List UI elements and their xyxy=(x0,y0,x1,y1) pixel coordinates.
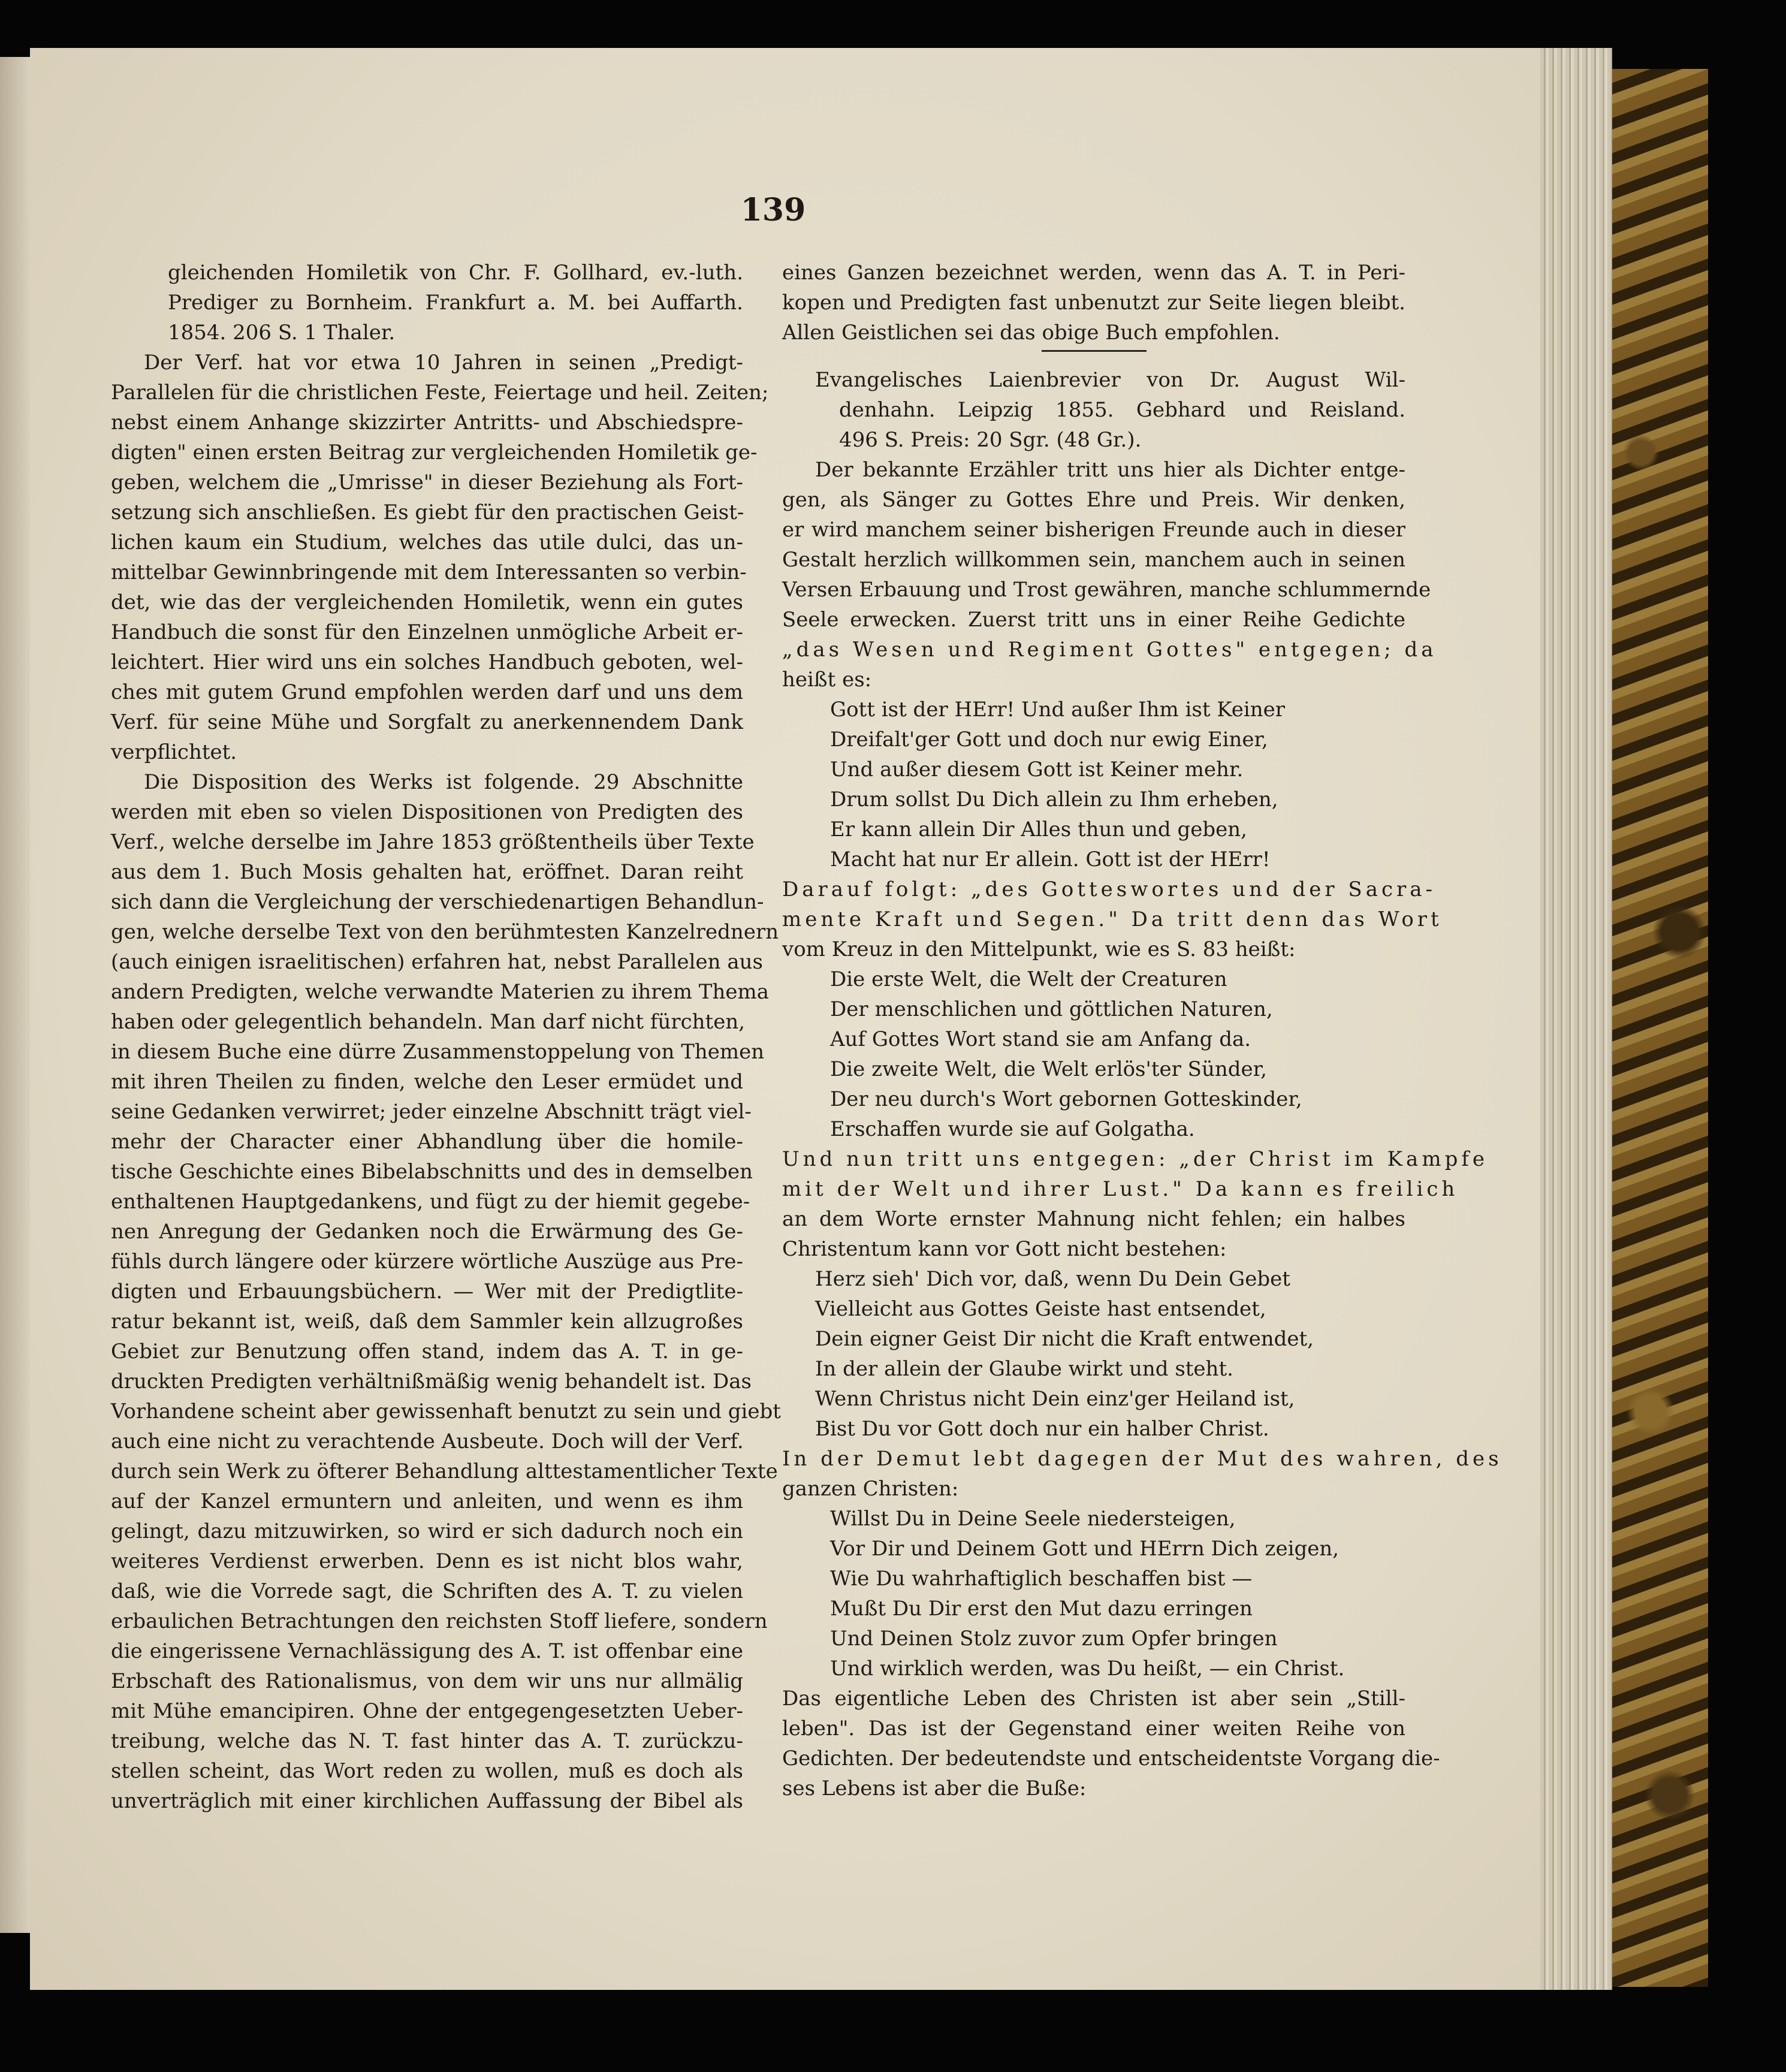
text-line: Handbuch die sonst für den Einzelnen unmögliche Arbeit er- xyxy=(111,620,743,644)
text-line: mit der Welt und ihrer Lust." Da kann es freilich xyxy=(782,1177,1459,1201)
text-line: Allen Geistlichen sei das obige Buch empfohlen. xyxy=(782,321,1280,345)
text-line: Darauf folgt: „des Gotteswortes und der Sacra- xyxy=(782,877,1437,901)
text-line: lichen kaum ein Studium, welches das utile dulci, das un- xyxy=(111,530,743,554)
poem-line: Willst Du in Deine Seele niedersteigen, xyxy=(830,1507,1236,1531)
text-line: ses Lebens ist aber die Buße: xyxy=(782,1777,1087,1800)
poem-line: Macht hat nur Er allein. Gott ist der HErr! xyxy=(830,848,1271,871)
text-line: durch sein Werk zu öfterer Behandlung alttestamentlicher Texte xyxy=(111,1459,778,1483)
poem-line: Die zweite Welt, die Welt erlös'ter Sünder, xyxy=(830,1057,1267,1081)
text-line: daß, wie die Vorrede sagt, die Schriften des A. T. zu vielen xyxy=(111,1579,743,1603)
text-line: gelingt, dazu mitzuwirken, so wird er sich dadurch noch ein xyxy=(111,1519,743,1543)
text-line: verpflichtet. xyxy=(111,740,237,764)
text-line: det, wie das der vergleichenden Homiletik, wenn ein gutes xyxy=(111,590,743,614)
text-line: gen, welche derselbe Text von den berühmtesten Kanzelrednern xyxy=(111,920,779,944)
text-line: (auch einigen israelitischen) erfahren hat, nebst Parallelen aus xyxy=(111,950,763,974)
left-column xyxy=(111,258,781,1816)
text-line: leichtert. Hier wird uns ein solches Handbuch geboten, wel- xyxy=(111,650,743,674)
text-line: Prediger zu Bornheim. Frankfurt a. M. bei Auffarth. xyxy=(168,291,743,315)
text-line: Verf., welche derselbe im Jahre 1853 größtentheils über Texte xyxy=(111,830,755,854)
text-line: mit Mühe emancipiren. Ohne der entgegengesetzten Ueber- xyxy=(111,1699,743,1723)
text-line: nebst einem Anhange skizzirter Antritts- und Abschiedspre- xyxy=(111,411,743,435)
text-line: Gebiet zur Benutzung offen stand, indem das A. T. in ge- xyxy=(111,1340,743,1364)
text-line: treibung, welche das N. T. fast hinter das A. T. zurückzu- xyxy=(111,1729,743,1753)
text-line: gen, als Sänger zu Gottes Ehre und Preis. Wir denken, xyxy=(782,488,1405,512)
marbled-cover xyxy=(1612,69,1708,1987)
text-line: digten" einen ersten Beitrag zur vergleichenden Homiletik ge- xyxy=(111,441,758,465)
text-line: Evangelisches Laienbrevier von Dr. August Wil- xyxy=(815,368,1405,392)
text-line: weiteres Verdienst erwerben. Denn es ist nicht blos wahr, xyxy=(111,1549,743,1573)
poem-line: Herz sieh' Dich vor, daß, wenn Du Dein Gebet xyxy=(815,1267,1290,1291)
text-line: unverträglich mit einer kirchlichen Auffassung der Bibel als xyxy=(111,1789,743,1813)
text-line: Gedichten. Der bedeutendste und entscheidentste Vorgang die- xyxy=(782,1747,1440,1771)
text-line: vom Kreuz in den Mittelpunkt, wie es S. 83 heißt: xyxy=(782,937,1296,961)
poem-line: Erschaffen wurde sie auf Golgatha. xyxy=(830,1117,1195,1141)
text-line: Vorhandene scheint aber gewissenhaft benutzt zu sein und giebt xyxy=(111,1400,781,1423)
text-line: Christentum kann vor Gott nicht bestehen: xyxy=(782,1237,1227,1261)
text-line: Der bekannte Erzähler tritt uns hier als Dichter entge- xyxy=(815,458,1405,482)
text-line: mente Kraft und Segen." Da tritt denn das Wort xyxy=(782,907,1443,931)
poem-line: In der allein der Glaube wirkt und steht. xyxy=(815,1357,1233,1381)
section-divider xyxy=(1042,350,1147,352)
text-line: seine Gedanken verwirret; jeder einzelne Abschnitt trägt viel- xyxy=(111,1100,752,1124)
page-block-edge xyxy=(1540,48,1612,1990)
poem-line: Drum sollst Du Dich allein zu Ihm erheben, xyxy=(830,788,1278,812)
text-line: Parallelen für die christlichen Feste, Feiertage und heil. Zeiten; xyxy=(111,381,769,405)
text-line: mittelbar Gewinnbringende mit dem Interessanten so verbin- xyxy=(111,560,747,584)
text-line: Das eigentliche Leben des Christen ist aber sein „Still- xyxy=(782,1687,1405,1711)
text-line: auch eine nicht zu verachtende Ausbeute. Doch will der Verf. xyxy=(111,1429,744,1453)
poem-line: Und wirklich werden, was Du heißt, — ein Christ. xyxy=(830,1657,1345,1681)
text-line: mit ihren Theilen zu finden, welche den Leser ermüdet und xyxy=(111,1070,743,1094)
poem-line: Und außer diesem Gott ist Keiner mehr. xyxy=(830,758,1244,782)
text-line: mehr der Character einer Abhandlung über die homile- xyxy=(111,1130,743,1154)
text-line: Gestalt herzlich willkommen sein, manchem auch in seinen xyxy=(782,548,1405,572)
text-line: Erbschaft des Rationalismus, von dem wir uns nur allmälig xyxy=(111,1669,743,1693)
text-line: tische Geschichte eines Bibelabschnitts und des in demselben xyxy=(111,1160,753,1184)
text-line: digten und Erbauungsbüchern. — Wer mit der Predigtlite- xyxy=(111,1280,743,1304)
poem-line: Dreifalt'ger Gott und doch nur ewig Einer, xyxy=(830,728,1268,752)
previous-page-edge xyxy=(0,57,30,1933)
text-line: heißt es: xyxy=(782,668,872,692)
text-line: auf der Kanzel ermuntern und anleiten, und wenn es ihm xyxy=(111,1489,743,1513)
text-line: ganzen Christen: xyxy=(782,1477,959,1501)
text-line: eines Ganzen bezeichnet werden, wenn das A. T. in Peri- xyxy=(782,261,1405,285)
poem-line: Mußt Du Dir erst den Mut dazu erringen xyxy=(830,1597,1253,1621)
text-line: sich dann die Vergleichung der verschiedenartigen Behandlun- xyxy=(111,890,764,914)
text-line: setzung sich anschließen. Es giebt für den practischen Geist- xyxy=(111,500,744,524)
text-line: druckten Predigten verhältnißmäßig wenig behandelt ist. Das xyxy=(111,1370,752,1394)
poem-line: Bist Du vor Gott doch nur ein halber Christ. xyxy=(815,1417,1269,1441)
text-line: an dem Worte ernster Mahnung nicht fehlen; ein halbes xyxy=(782,1207,1405,1231)
text-line: stellen scheint, das Wort reden zu wollen, muß es doch als xyxy=(111,1759,743,1783)
text-line: Die Disposition des Werks ist folgende. 29 Abschnitte xyxy=(144,770,743,794)
poem-line: Und Deinen Stolz zuvor zum Opfer bringen xyxy=(830,1627,1278,1651)
poem-line: Vor Dir und Deinem Gott und HErrn Dich zeigen, xyxy=(830,1537,1340,1561)
poem-line: Wie Du wahrhaftiglich beschaffen bist — xyxy=(830,1567,1253,1591)
text-line: er wird manchem seiner bisherigen Freunde auch in dieser xyxy=(782,518,1405,542)
text-line: nen Anregung der Gedanken noch die Erwärmung des Ge- xyxy=(111,1220,743,1244)
text-line: 496 S. Preis: 20 Sgr. (48 Gr.). xyxy=(839,428,1142,452)
text-line: erbaulichen Betrachtungen den reichsten Stoff liefere, sondern xyxy=(111,1609,768,1633)
text-line: die eingerissene Vernachlässigung des A. T. ist offenbar eine xyxy=(111,1639,743,1663)
text-line: denhahn. Leipzig 1855. Gebhard und Reisland. xyxy=(839,398,1405,422)
poem-line: Auf Gottes Wort stand sie am Anfang da. xyxy=(830,1027,1251,1051)
text-line: ches mit gutem Grund empfohlen werden darf und uns dem xyxy=(111,680,743,704)
text-line: Seele erwecken. Zuerst tritt uns in einer Reihe Gedichte xyxy=(782,608,1405,632)
text-line: Der Verf. hat vor etwa 10 Jahren in seinen „Predigt- xyxy=(144,351,743,375)
page-number: 139 xyxy=(740,192,806,228)
text-line: fühls durch längere oder kürzere wörtliche Auszüge aus Pre- xyxy=(111,1250,743,1274)
text-line: Und nun tritt uns entgegen: „der Christ im Kampfe xyxy=(782,1147,1489,1171)
poem-line: Gott ist der HErr! Und außer Ihm ist Keiner xyxy=(830,698,1286,722)
text-line: 1854. 206 S. 1 Thaler. xyxy=(168,321,396,345)
text-line: aus dem 1. Buch Mosis gehalten hat, eröffnet. Daran reiht xyxy=(111,860,743,884)
poem-line: Der neu durch's Wort gebornen Gotteskinder, xyxy=(830,1087,1302,1111)
text-line: leben". Das ist der Gegenstand einer weiten Reihe von xyxy=(782,1717,1405,1741)
text-line: in diesem Buche eine dürre Zusammenstoppelung von Themen xyxy=(111,1040,765,1064)
text-line: kopen und Predigten fast unbenutzt zur Seite liegen bleibt. xyxy=(782,291,1405,315)
poem-line: Wenn Christus nicht Dein einz'ger Heiland ist, xyxy=(815,1387,1295,1411)
poem-line: Dein eigner Geist Dir nicht die Kraft entwendet, xyxy=(815,1327,1314,1351)
poem-line: Der menschlichen und göttlichen Naturen, xyxy=(830,997,1273,1021)
poem-line: Er kann allein Dir Alles thun und geben, xyxy=(830,818,1247,842)
text-line: haben oder gelegentlich behandeln. Man darf nicht fürchten, xyxy=(111,1010,746,1034)
text-line: ratur bekannt ist, weiß, daß dem Sammler kein allzugroßes xyxy=(111,1310,743,1334)
text-line: geben, welchem die „Umrisse" in dieser Beziehung als Fort- xyxy=(111,471,743,494)
text-line: „das Wesen und Regiment Gottes" entgegen; da xyxy=(782,638,1437,662)
text-line: gleichenden Homiletik von Chr. F. Gollhard, ev.-luth. xyxy=(168,261,743,285)
poem-line: Die erste Welt, die Welt der Creaturen xyxy=(830,967,1227,991)
text-line: enthaltenen Hauptgedankens, und fügt zu der hiemit gegebe- xyxy=(111,1190,750,1214)
poem-line: Vielleicht aus Gottes Geiste hast entsendet, xyxy=(815,1297,1266,1321)
text-line: Versen Erbauung und Trost gewähren, manche schlummernde xyxy=(782,578,1431,602)
text-line: In der Demut lebt dagegen der Mut des wahren, des xyxy=(782,1447,1503,1471)
text-line: andern Predigten, welche verwandte Materien zu ihrem Thema xyxy=(111,980,769,1004)
text-line: werden mit eben so vielen Dispositionen von Predigten des xyxy=(111,800,743,824)
right-column xyxy=(782,258,1503,1803)
text-line: Verf. für seine Mühe und Sorgfalt zu anerkennendem Dank xyxy=(111,710,743,734)
